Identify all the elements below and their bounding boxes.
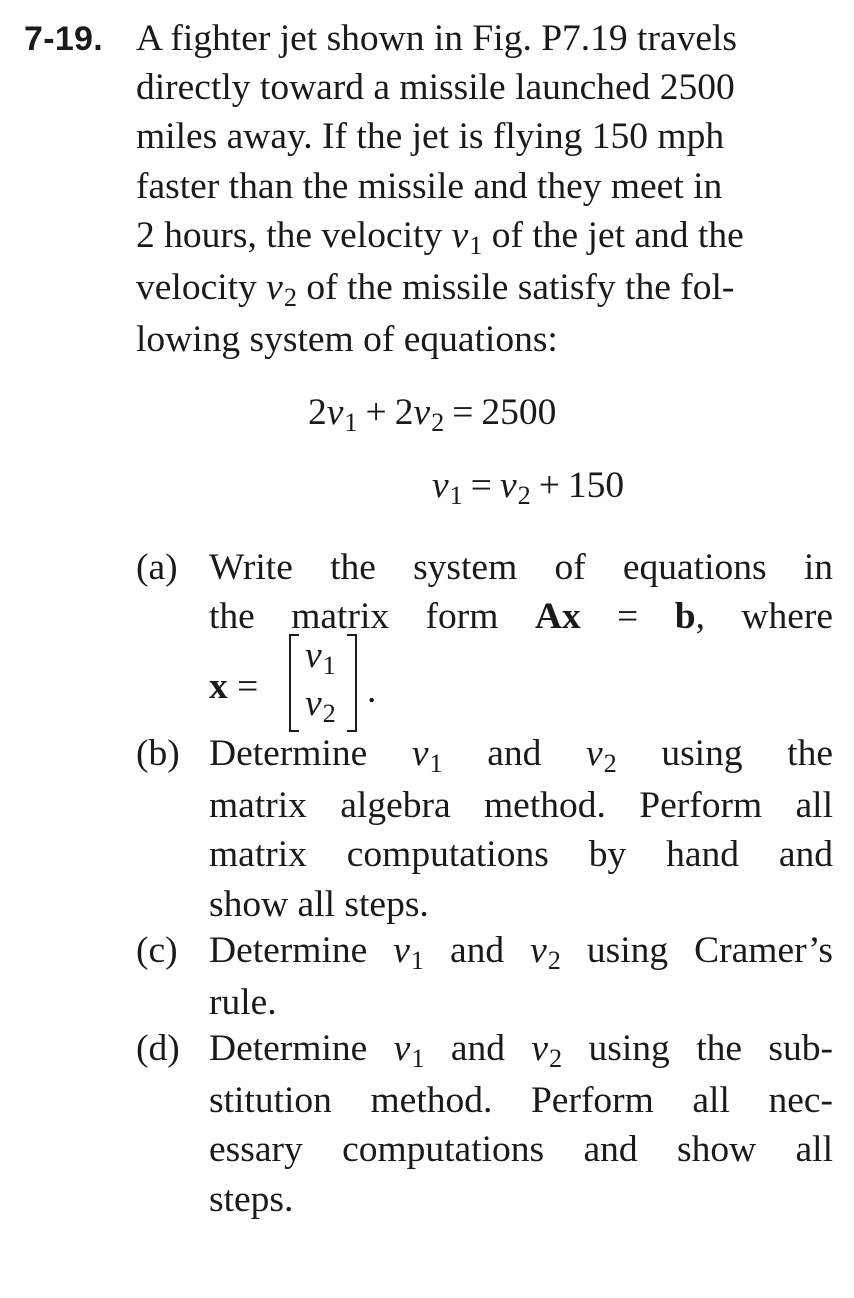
part-line: show all steps. <box>209 883 429 925</box>
statement-line: directly toward a missile launched 2500 <box>136 67 735 109</box>
x-vector-label <box>209 662 258 712</box>
subscript: 1 <box>469 231 483 261</box>
problem-statement <box>136 14 836 364</box>
part-line: stitution method. Perform all nec- <box>209 1080 833 1122</box>
subscript: 1 <box>429 749 443 779</box>
plus-sign: + <box>538 465 560 506</box>
subscript: 1 <box>322 651 336 681</box>
text-run: and <box>424 930 531 971</box>
text-run: Determine <box>209 733 412 774</box>
var-v: v <box>432 465 449 506</box>
text-run: velocity <box>136 267 267 309</box>
part-line: matrix algebra method. Perform all <box>209 785 833 827</box>
text-run: using the <box>616 733 834 774</box>
subscript: 2 <box>322 699 336 729</box>
var-v: v <box>411 733 429 774</box>
text-run: and <box>442 733 586 774</box>
subscript: 2 <box>547 946 561 976</box>
text-run: using the sub- <box>562 1028 833 1069</box>
subscript: 2 <box>603 749 617 779</box>
text-run: and <box>424 1028 532 1069</box>
part-c-text <box>209 926 833 1027</box>
part-line: steps. <box>209 1178 294 1220</box>
text-run: using Cramer’s <box>560 930 833 971</box>
text-run: 2 hours, the velocity <box>136 214 452 256</box>
text-run: , where <box>695 596 833 638</box>
part-line: Write the system of equations in <box>209 547 833 588</box>
statement-line <box>136 211 836 263</box>
var-v: v <box>413 392 431 433</box>
plus-sign: + <box>365 392 387 433</box>
statement-line: faster than the missile and they meet in <box>136 165 723 207</box>
vector-x: x <box>209 666 228 707</box>
var-v: v <box>451 214 469 256</box>
text-run: Determine <box>209 1028 394 1069</box>
part-b-label: (b) <box>136 733 180 774</box>
var-v: v <box>305 635 322 676</box>
part-line: rule. <box>209 982 277 1024</box>
vector-entry-2 <box>305 684 336 727</box>
part-b-text <box>209 729 833 929</box>
var-v: v <box>266 267 283 309</box>
part-line <box>209 729 833 781</box>
subscript: 1 <box>411 1044 425 1074</box>
var-v: v <box>326 392 344 433</box>
coef: 2 <box>394 392 414 433</box>
matrix-a: A <box>534 596 562 638</box>
vector-entry-1 <box>305 636 336 679</box>
rhs-value: 150 <box>567 465 625 506</box>
var-v: v <box>585 733 603 774</box>
text-run: the matrix form <box>209 596 535 638</box>
var-v: v <box>305 683 322 724</box>
part-a-label: (a) <box>136 547 178 588</box>
var-v: v <box>499 465 517 506</box>
var-v: v <box>393 1028 411 1069</box>
equation-1 <box>308 388 556 441</box>
vector-x: x <box>561 596 581 638</box>
statement-line: lowing system of equations: <box>136 319 558 361</box>
subscript: 1 <box>410 946 425 976</box>
right-bracket <box>347 634 357 732</box>
equals-sign: = <box>580 596 675 638</box>
statement-line <box>136 263 836 315</box>
var-v: v <box>530 930 547 971</box>
part-line <box>209 592 833 641</box>
part-d-text <box>209 1024 833 1224</box>
subscript: 2 <box>517 481 531 511</box>
text-run: of the missile satisfy the fol- <box>296 267 735 309</box>
subscript: 1 <box>344 408 358 438</box>
vector-b: b <box>674 596 696 638</box>
problem-number: 7-19. <box>24 20 103 58</box>
part-line <box>209 926 833 978</box>
part-line <box>209 1024 833 1076</box>
text-run: of the jet and the <box>482 214 744 256</box>
subscript: 2 <box>431 408 445 438</box>
equals-sign: = <box>470 465 492 506</box>
part-a-text <box>209 543 833 641</box>
statement-line: A fighter jet shown in Fig. P7.19 travels <box>136 18 738 59</box>
equals-sign: = <box>452 392 474 433</box>
equation-2 <box>432 461 624 514</box>
statement-line: miles away. If the jet is flying 150 mph <box>136 116 725 158</box>
subscript: 2 <box>549 1044 563 1074</box>
text-run: Determine <box>209 930 394 971</box>
equals-sign: = <box>227 666 259 707</box>
coef: 2 <box>308 392 327 433</box>
subscript: 1 <box>449 481 463 511</box>
rhs-value: 2500 <box>481 392 557 433</box>
part-c-label: (c) <box>136 930 178 971</box>
part-line: essary computations and show all <box>209 1129 833 1171</box>
var-v: v <box>531 1028 549 1069</box>
subscript: 2 <box>283 283 297 313</box>
part-line: matrix computations by hand and <box>209 834 833 876</box>
period: . <box>367 670 377 711</box>
var-v: v <box>393 930 410 971</box>
left-bracket <box>289 634 299 732</box>
part-d-label: (d) <box>136 1028 180 1069</box>
